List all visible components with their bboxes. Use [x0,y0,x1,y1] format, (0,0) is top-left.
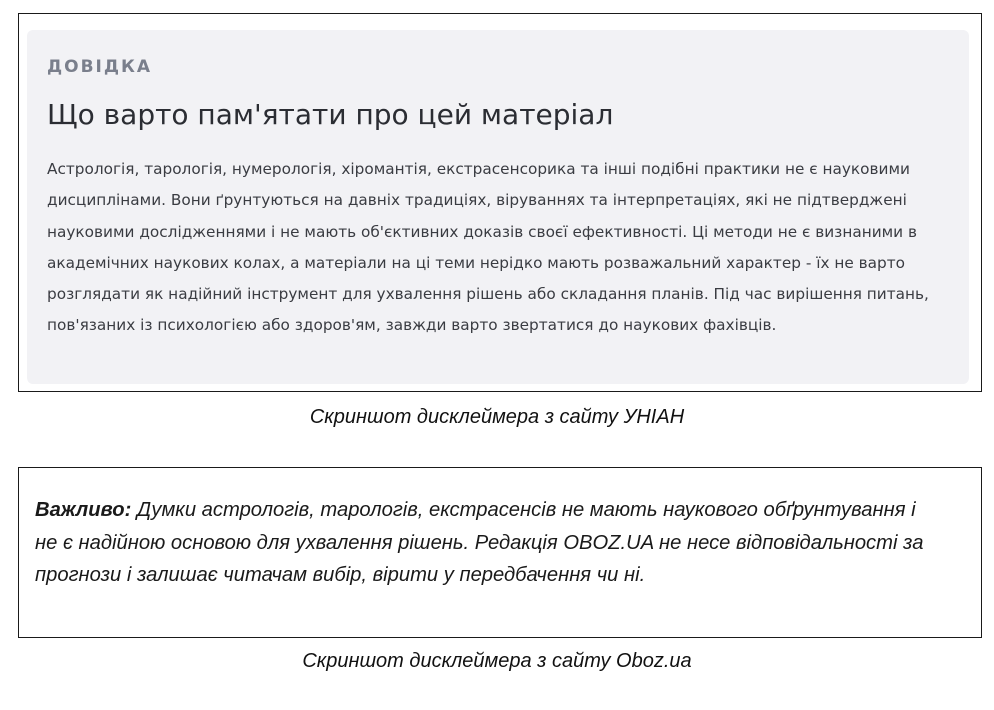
oboz-disclaimer-text [35,494,935,592]
oboz-disclaimer-body: Думки астрологів, тарологів, екстрасенсів не мають наукового обґрунтування і не є надійною основою для ухвалення рішень. Редакція OBOZ.UA не несе відповідальності за прогнози і залишає читачам вибір, вірити у передбачення чи ні. [35,499,924,586]
unian-screenshot-frame [18,13,982,392]
unian-disclaimer-card [27,30,969,384]
disclaimer-body: Астрологія, тарологія, нумерологія, хіромантія, екстрасенсорика та інші подібні практики не є науковими дисциплінами. Вони ґрунтуються на давніх традиціях, віруваннях та інтерпретаціях, які не підтверджені науковими дослідженнями і не мають об'єктивних доказів своєї ефективності. Ці методи не є визнаними в академічних наукових колах, а матеріали на ці теми нерідко мають розважальний характер - їх не варто розглядати як надійний інструмент для ухвалення рішень або складання планів. Під час вирішення питань, пов'язаних із психологією або здоров'ям, завжди варто звертатися до наукових фахівців. [47,160,929,335]
disclaimer-heading: Що варто пам'ятати про цей матеріал [47,98,614,131]
caption-oboz: Скриншот дисклеймера з сайту Oboz.ua [302,650,692,672]
caption-unian: Скриншот дисклеймера з сайту УНІАН [309,406,685,428]
oboz-screenshot-frame [18,467,982,638]
oboz-disclaimer-label: Важливо: [35,499,132,521]
disclaimer-kicker: ДОВІДКА [47,57,153,77]
